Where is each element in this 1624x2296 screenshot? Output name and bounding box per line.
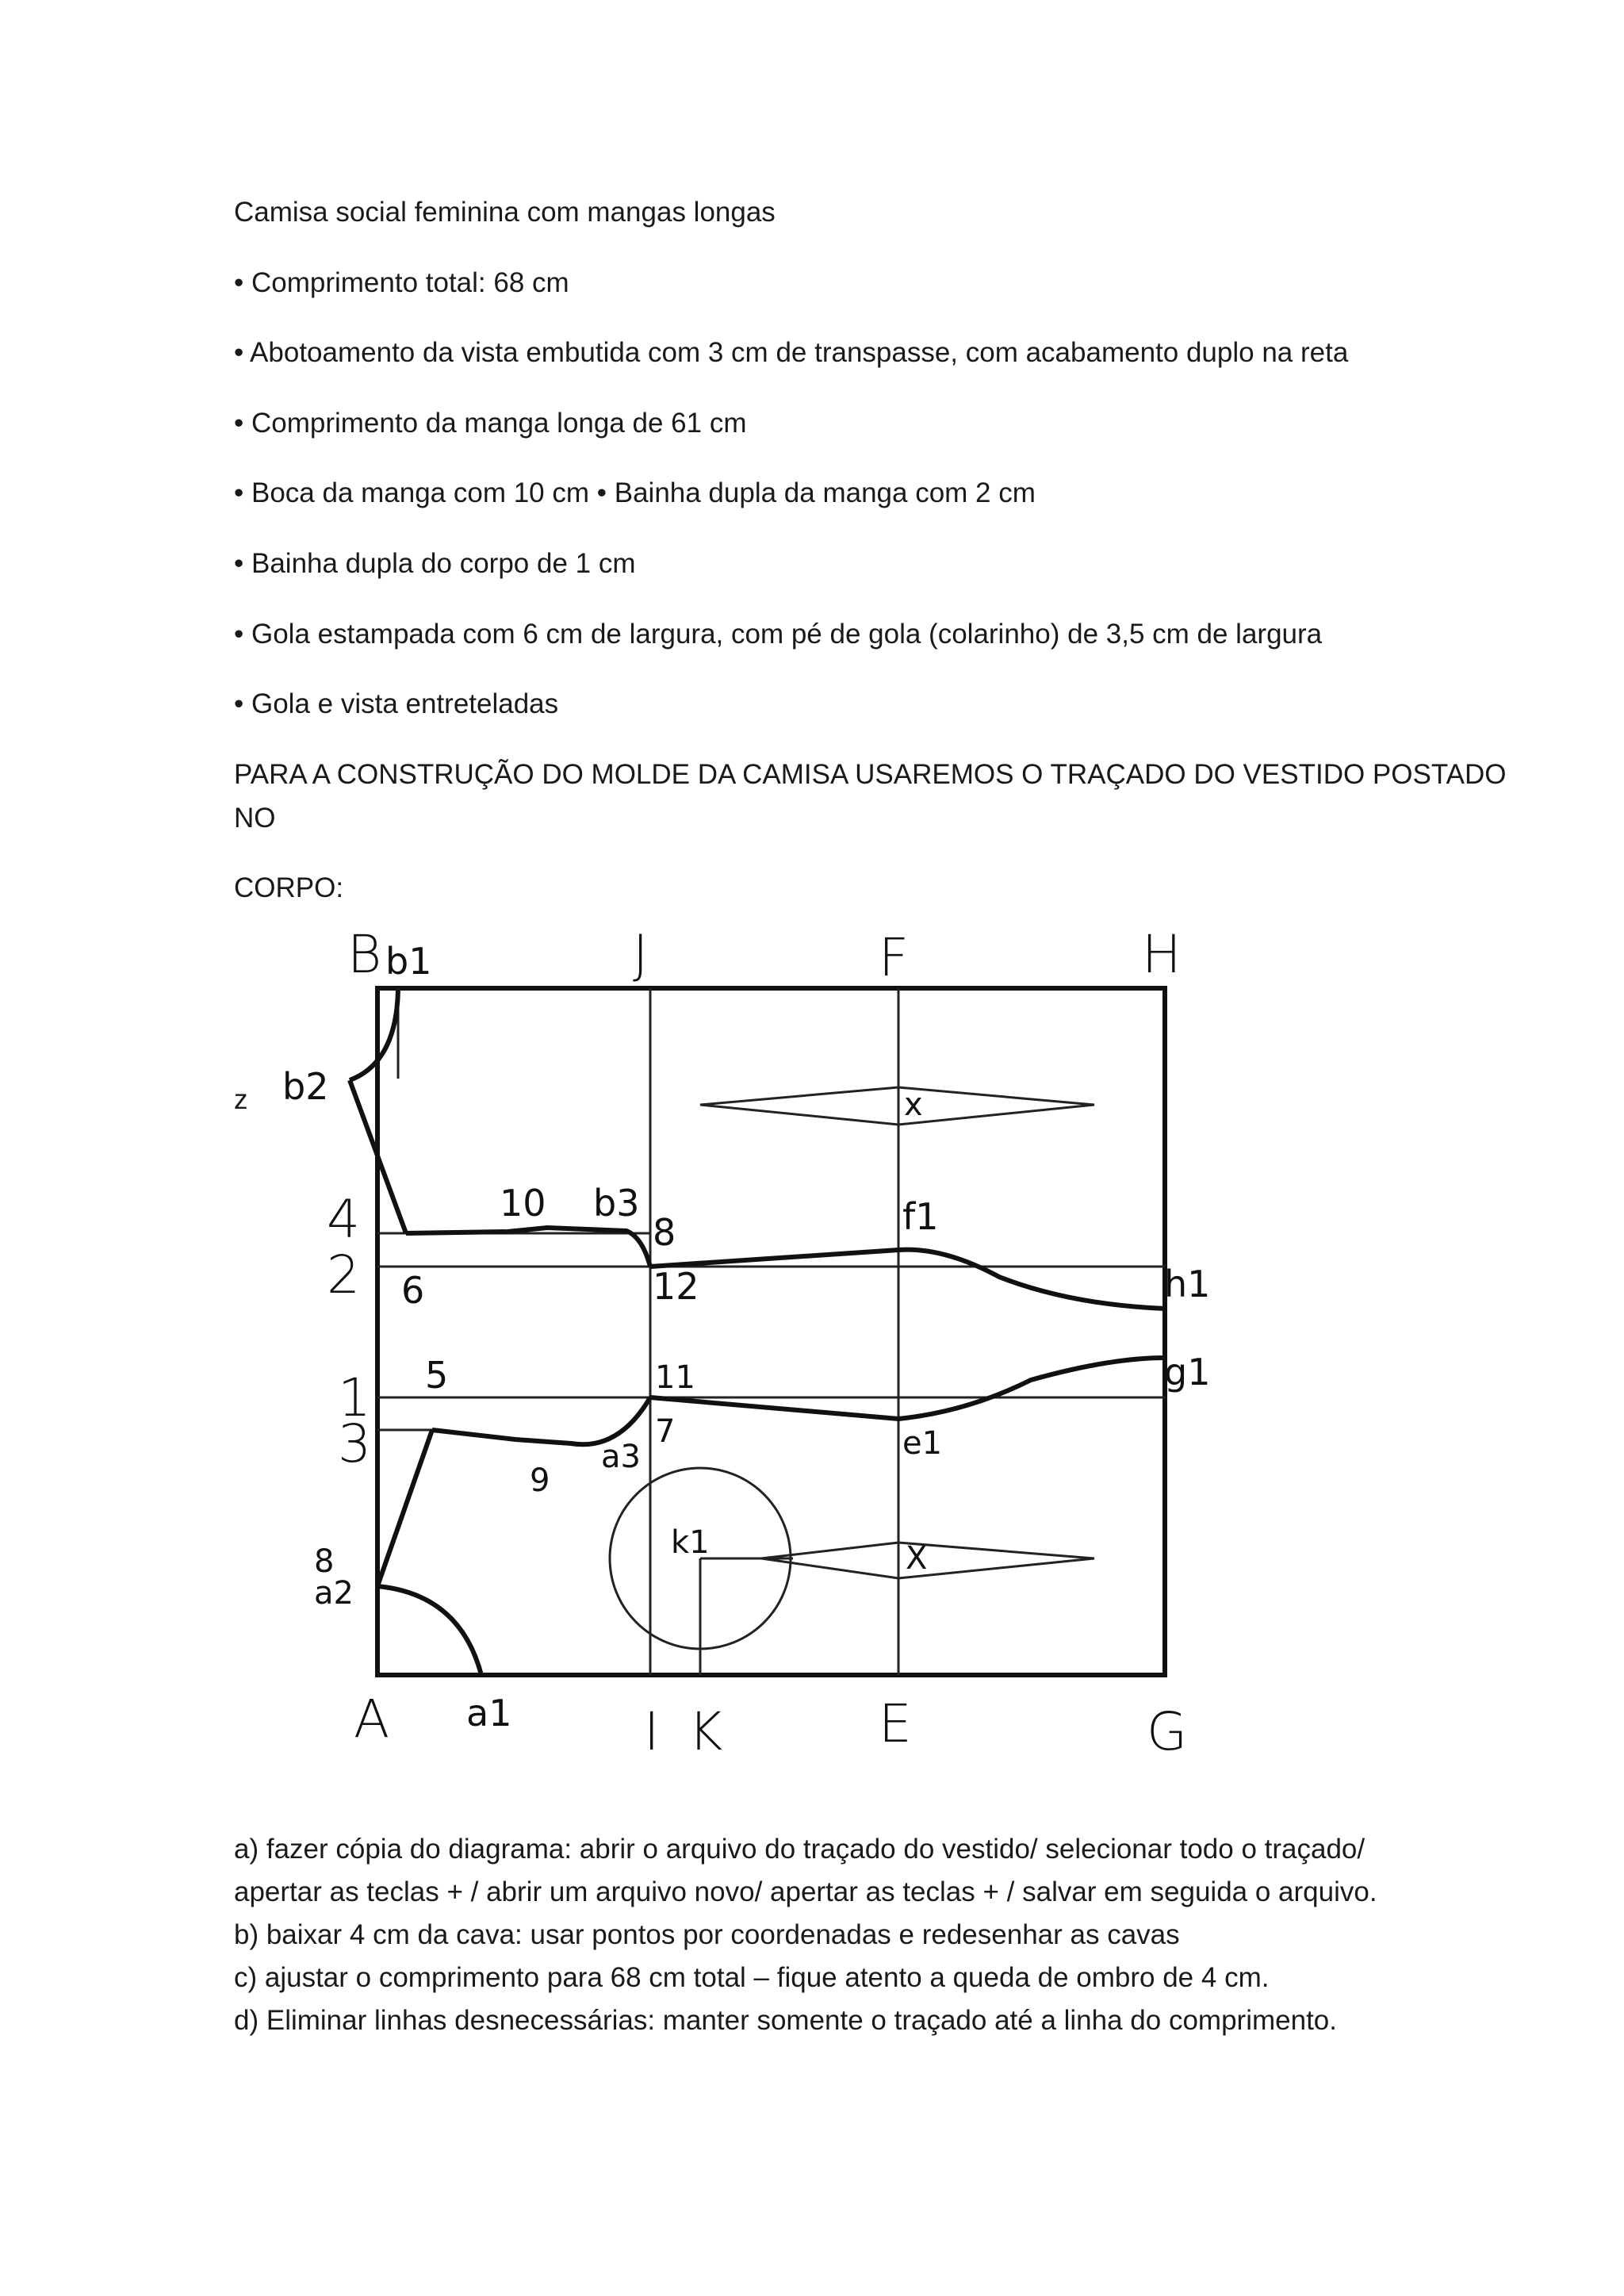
instructions-block bbox=[234, 1828, 1377, 2042]
label-f1: f1 bbox=[902, 1195, 939, 1238]
bullet-buttoning: • Abotoamento da vista embutida com 3 cm de transpasse, com acabamento duplo na reta bbox=[234, 337, 1349, 368]
armhole-front bbox=[432, 1397, 650, 1444]
instruction-c: c) ajustar o comprimento para 68 cm total – fique atento a queda de ombro de 4 cm. bbox=[234, 1962, 1270, 1993]
label-A: A bbox=[354, 1688, 390, 1750]
label-a3: a3 bbox=[601, 1439, 641, 1475]
label-7: 7 bbox=[655, 1413, 676, 1450]
instruction-b: b) baixar 4 cm da cava: usar pontos por coordenadas e redesenhar as cavas bbox=[234, 1919, 1180, 1950]
instruction-d: d) Eliminar linhas desnecessárias: manter somente o traçado até a linha do comprimento. bbox=[234, 2005, 1337, 2036]
bullet-body-hem: • Bainha dupla do corpo de 1 cm bbox=[234, 548, 636, 579]
label-G: G bbox=[1147, 1701, 1188, 1762]
label-8-left: 8 bbox=[314, 1543, 335, 1580]
label-b3: b3 bbox=[593, 1182, 640, 1225]
instruction-a-line-1: a) fazer cópia do diagrama: abrir o arquivo do traçado do vestido/ selecionar todo o traçado/ bbox=[234, 1834, 1365, 1865]
shoulder-front bbox=[377, 1430, 432, 1586]
intro-line-1: PARA A CONSTRUÇÃO DO MOLDE DA CAMISA USAREMOS O TRAÇADO DO VESTIDO POSTADO bbox=[234, 759, 1507, 790]
bullet-sleeve-length: • Comprimento da manga longa de 61 cm bbox=[234, 408, 747, 439]
label-b2: b2 bbox=[282, 1065, 329, 1108]
label-10: 10 bbox=[500, 1182, 546, 1225]
intro-line-2: NO bbox=[234, 803, 276, 834]
label-I: I bbox=[644, 1701, 660, 1762]
label-9: 9 bbox=[530, 1462, 550, 1499]
label-k1: k1 bbox=[671, 1524, 710, 1561]
label-H: H bbox=[1142, 924, 1182, 985]
bullet-sleeve-cuff: • Boca da manga com 10 cm • Bainha dupla da manga com 2 cm bbox=[234, 477, 1036, 508]
side-seam-front bbox=[650, 1358, 1165, 1419]
dart-lower bbox=[761, 1543, 1094, 1578]
label-8: 8 bbox=[653, 1211, 676, 1254]
label-4: 4 bbox=[327, 1189, 360, 1250]
label-B: B bbox=[347, 924, 382, 985]
label-12: 12 bbox=[653, 1265, 699, 1308]
label-x-upper: x bbox=[904, 1087, 923, 1123]
section-heading: CORPO: bbox=[234, 872, 344, 903]
label-3: 3 bbox=[338, 1413, 371, 1474]
label-a2: a2 bbox=[314, 1575, 354, 1612]
label-g1: g1 bbox=[1164, 1351, 1211, 1393]
label-h1: h1 bbox=[1164, 1263, 1211, 1305]
label-J: J bbox=[633, 924, 649, 985]
label-a1: a1 bbox=[466, 1692, 512, 1734]
bullet-total-length: • Comprimento total: 68 cm bbox=[234, 267, 569, 298]
label-K: K bbox=[688, 1701, 723, 1762]
instruction-a-line-2: apertar as teclas + / abrir um arquivo novo/ apertar as teclas + / salvar em seguida o arquivo. bbox=[234, 1876, 1377, 1907]
document-title: Camisa social feminina com mangas longas bbox=[234, 197, 776, 228]
neckline-back bbox=[350, 990, 398, 1080]
bullet-interfacing: • Gola e vista entreteladas bbox=[234, 688, 559, 719]
side-seam-back bbox=[650, 1250, 1165, 1309]
frame-rect bbox=[377, 988, 1165, 1675]
label-F: F bbox=[879, 927, 909, 988]
label-x-lower: X bbox=[906, 1540, 928, 1577]
label-6: 6 bbox=[401, 1269, 425, 1312]
label-5: 5 bbox=[425, 1354, 449, 1397]
label-11: 11 bbox=[655, 1359, 695, 1396]
label-1: 1 bbox=[338, 1367, 371, 1428]
bullet-collar: • Gola estampada com 6 cm de largura, com pé de gola (colarinho) de 3,5 cm de largura bbox=[234, 619, 1323, 650]
label-E: E bbox=[879, 1693, 912, 1754]
label-e1: e1 bbox=[902, 1425, 943, 1462]
label-b1: b1 bbox=[385, 940, 432, 983]
stray-character: z bbox=[234, 1084, 248, 1115]
neckline-front bbox=[377, 1586, 481, 1675]
label-2: 2 bbox=[327, 1244, 360, 1305]
